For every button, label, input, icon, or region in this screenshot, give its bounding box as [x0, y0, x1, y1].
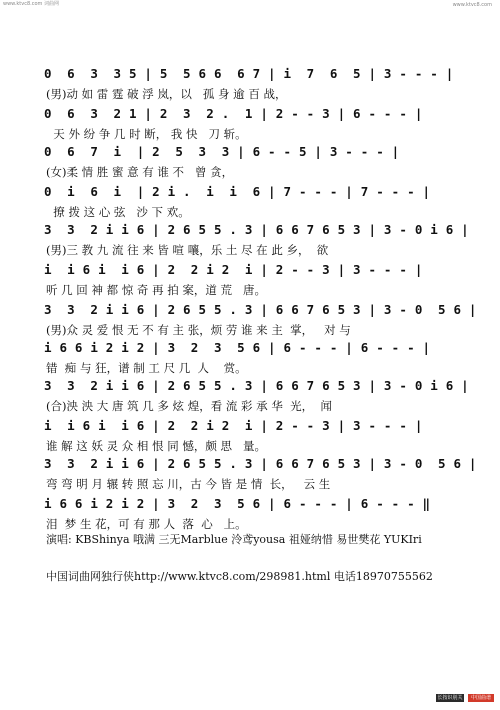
- page-header: [0, 0, 500, 10]
- lyrics-line: (男)动 如 雷 霆 破 浮 岚，以 孤 身 逾 百 战，: [46, 87, 287, 101]
- lyrics-line: (合)泱 泱 大 唐 筑 几 多 炫 煌，看 流 彩 承 华 光， 闻: [46, 399, 332, 413]
- footer-badge[interactable]: 中国曲谱: [468, 694, 494, 702]
- notation-line: 0 6 3 3 5 | 5 5 6 6 6 7 | i 7 6 5 | 3 - - - |: [44, 66, 454, 81]
- lyrics-line: (男)众 灵 爱 恨 无 不 有 主 张，烦 劳 谁 来 主 掌， 对 与: [46, 323, 351, 337]
- lyrics-line: 错 痴 与 狂，谱 制 工 尺 几 人 赏。: [46, 361, 247, 375]
- notation-line: i i 6 i i 6 | 2 2 i 2 i | 2 - - 3 | 3 - - - |: [44, 262, 423, 277]
- notation-line: 3 3 2 i i 6 | 2 6 5 5 . 3 | 6 6 7 6 5 3 | 3 - 0 5 6 |: [44, 302, 477, 317]
- header-right-text: www.ktvc8.com: [452, 2, 492, 8]
- notation-line: i i 6 i i 6 | 2 2 i 2 i | 2 - - 3 | 3 - - - |: [44, 418, 423, 433]
- lyrics-line: 撩 拨 这 心 弦 沙 下 欢。: [46, 205, 190, 219]
- notation-line: i 6 6 i 2 i 2 | 3 2 3 5 6 | 6 - - - | 6 - - - ‖: [44, 496, 431, 511]
- lyrics-line: (女)柔 情 胜 蜜 意 有 谁 不 曾 贪，: [46, 165, 234, 179]
- notation-line: 0 6 3 2 1 | 2 3 2 . 1 | 2 - - 3 | 6 - - - |: [44, 106, 423, 121]
- notation-line: 3 3 2 i i 6 | 2 6 5 5 . 3 | 6 6 7 6 5 3 | 3 - 0 5 6 |: [44, 456, 477, 471]
- lyrics-line: 听 几 回 神 都 惊 奇 再 拍 案，道 荒 唐。: [46, 283, 267, 297]
- performers-credit: 演唱: KBShinya 哦满 三无Marblue 泠鸢yousa 祖娅纳惜 易世樊花 YUKIri: [46, 533, 422, 546]
- lyrics-line: 谁 解 这 妖 灵 众 相 恨 同 憾，颇 思 量。: [46, 439, 267, 453]
- source-link[interactable]: 中国词曲网独行侠http://www.ktvc8.com/298981.html 电话18970755562: [46, 570, 433, 583]
- notation-line: i 6 6 i 2 i 2 | 3 2 3 5 6 | 6 - - - | 6 - - - |: [44, 340, 431, 355]
- notation-line: 0 6 7 i | 2 5 3 3 | 6 - - 5 | 3 - - - |: [44, 144, 400, 159]
- lyrics-line: 天 外 纷 争 几 时 断， 我 快 刀 斩。: [46, 127, 247, 141]
- lyrics-line: 弯 弯 明 月 辗 转 照 忘 川，古 今 皆 是 情 长， 云 生: [46, 477, 331, 491]
- header-left-text: www.ktvc8.com 词曲网: [3, 1, 60, 7]
- lyrics-line: 泪 梦 生 花，可 有 那 人 落 心 上。: [46, 517, 247, 531]
- notation-line: 3 3 2 i i 6 | 2 6 5 5 . 3 | 6 6 7 6 5 3 | 3 - 0 i 6 |: [44, 222, 469, 237]
- lyrics-line: (男)三 教 九 流 往 来 皆 喧 嚷，乐 土 尽 在 此 乡， 欲: [46, 243, 329, 257]
- notation-line: 3 3 2 i i 6 | 2 6 5 5 . 3 | 6 6 7 6 5 3 | 3 - 0 i 6 |: [44, 378, 469, 393]
- footer-badge[interactable]: 长按识别关注: [437, 695, 463, 709]
- notation-line: 0 i 6 i | 2 i . i i 6 | 7 - - - | 7 - - - |: [44, 184, 431, 199]
